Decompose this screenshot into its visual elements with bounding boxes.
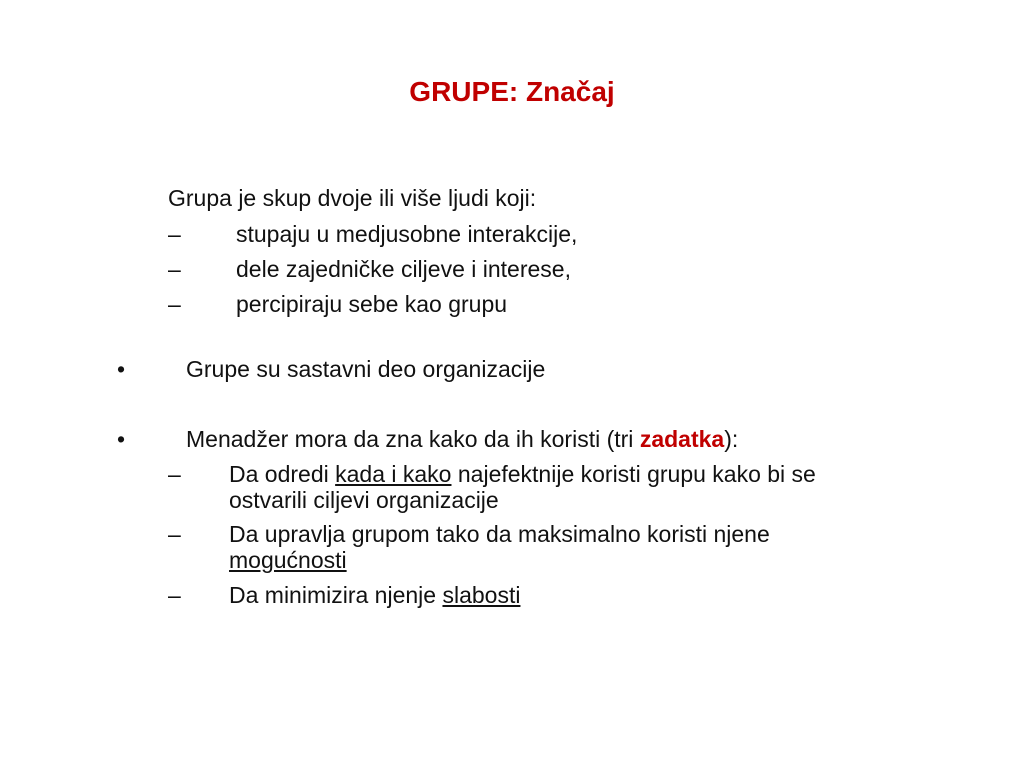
bullet-item-2 [186,425,738,453]
dash-item-1: stupaju u medjusobne interakcije, [236,221,578,247]
dash-marker: – [168,461,181,487]
task-3-underline: slabosti [442,582,521,608]
task-1-underline: kada i kako [335,461,452,487]
task-1-line-2: ostvarili ciljevi organizacije [229,487,499,513]
dash-marker: – [168,221,181,247]
dash-marker: – [168,582,181,608]
highlight-word: zadatka [639,426,725,452]
dash-item-3: percipiraju sebe kao grupu [236,291,508,317]
slide-title: GRUPE: Značaj [409,76,615,107]
bullet-2-text: Menadžer mora da zna kako da ih koristi (tri [186,426,640,452]
dash-marker: – [168,291,181,317]
task-2-line-1: Da upravlja grupom tako da maksimalno koristi njene [229,521,770,547]
task-3 [229,581,520,609]
task-1-line-1 [229,460,816,488]
task-2-line-2 [229,546,347,574]
dash-item-2: dele zajedničke ciljeve i interese, [236,256,571,282]
bullet-item-1: Grupe su sastavni deo organizacije [186,356,546,382]
bullet-marker: • [117,356,126,382]
task-3-text: Da minimizira njenje [229,582,443,608]
task-1-tail: najefektnije koristi grupu kako bi se [451,461,816,487]
dash-marker: – [168,256,181,282]
task-2-underline: mogućnosti [229,547,347,573]
dash-marker: – [168,521,181,547]
intro-text: Grupa je skup dvoje ili više ljudi koji: [168,185,537,211]
task-1-text: Da odredi [229,461,336,487]
bullet-marker: • [117,426,126,452]
bullet-2-tail: ): [724,426,739,452]
